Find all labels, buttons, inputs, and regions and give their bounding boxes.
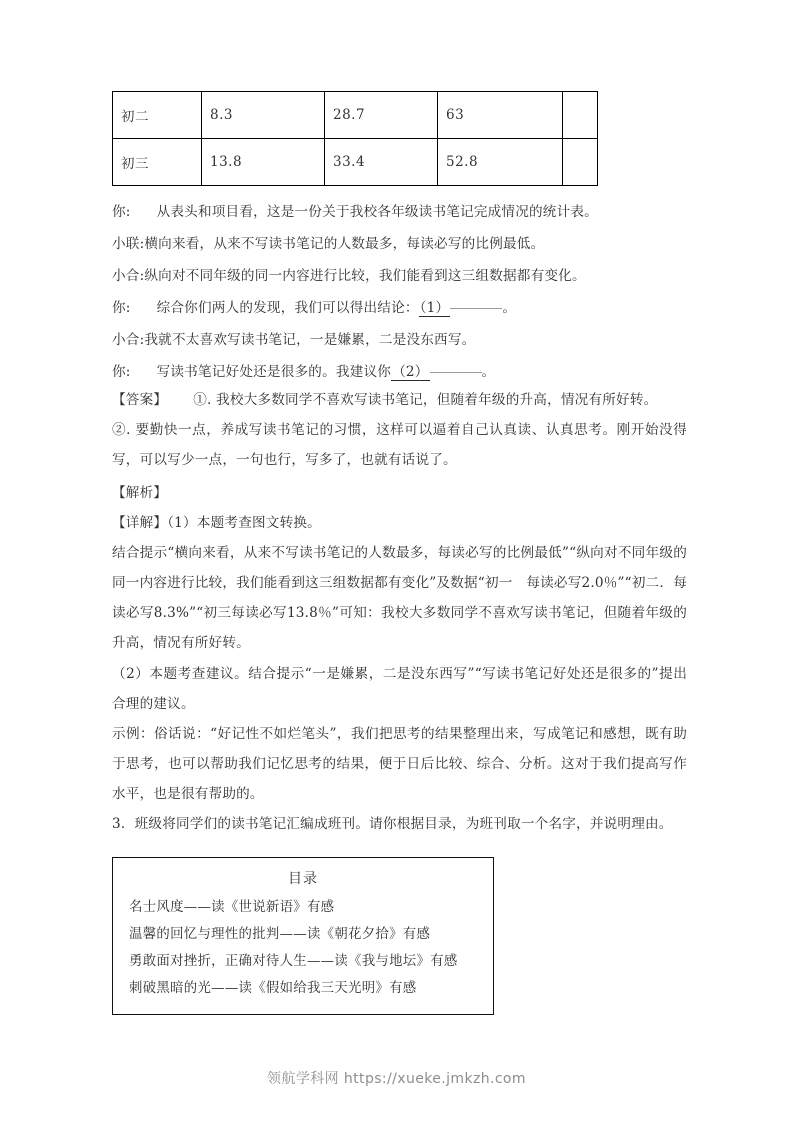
analysis-para-1-text: 结合提示“横向来看，从来不写读书笔记的人数最多，每读必写的比例最低”“纵向对不同年级的同一内容进行比较，我们能看到这三组数据都有变化”及数据“初一 每读必写2.0％”“初二．每读必写8.3%”“初三每读必写13.8％”可知：我校大多数同学不喜欢写读书笔记，但随着年级的升高，情况有所好转。 xyxy=(112,545,687,651)
answer-blank-line-1 xyxy=(450,308,502,309)
question-3 xyxy=(112,809,687,839)
analysis-heading: 【解析】 xyxy=(112,485,168,501)
answer-blank-label-1: （1） xyxy=(419,300,450,316)
dialogue-line-6 xyxy=(112,357,687,387)
dialogue-tail: 。 xyxy=(481,364,496,380)
dialogue-speaker: 小联: xyxy=(112,236,145,252)
catalogue-box xyxy=(112,857,494,1015)
table-cell-value: 13.8 xyxy=(202,139,325,186)
list-item: 温馨的回忆与理性的批判——读《朝花夕拾》有感 xyxy=(129,927,431,942)
answer-blank-label-2: （2） xyxy=(392,364,429,380)
answer-item-2: ②. 要勤快一点，养成写读书笔记的习惯，这样可以逼着自己认真读、认真思考。刚开始没得写，可以写少一点，一句也行，写多了，也就有话说了。 xyxy=(112,422,687,468)
analysis-paragraph-1 xyxy=(112,538,687,658)
dialogue-line-1 xyxy=(112,197,687,227)
dialogue-text: 写读书笔记好处还是很多的。我建议你 xyxy=(156,364,392,380)
list-item: 刺破黑暗的光——读《假如给我三天光明》有感 xyxy=(129,981,417,996)
table-cell-value: 28.7 xyxy=(325,92,438,139)
analysis-paragraph-2 xyxy=(112,659,687,719)
analysis-para-3-text: 示例：俗话说：“好记性不如烂笔头”，我们把思考的结果整理出来，写成笔记和感想，既有助于思考，也可以帮助我们记忆思考的结果，便于日后比较、综合、分析。这对于我们提高写作水平，也是很有帮助的。 xyxy=(112,726,687,802)
grade-statistics-table xyxy=(112,91,598,186)
dialogue-text: 从表头和项目看，这是一份关于我校各年级读书笔记完成情况的统计表。 xyxy=(156,204,598,220)
table-cell-grade: 初三 xyxy=(113,139,202,186)
dialogue-text: 我就不太喜欢写读书笔记，一是嫌累，二是没东西写。 xyxy=(144,332,476,348)
answer-block xyxy=(112,385,687,475)
table-cell-value: 8.3 xyxy=(202,92,325,139)
list-item: 勇敢面对挫折，正确对待人生——读《我与地坛》有感 xyxy=(129,954,458,969)
dialogue-line-4 xyxy=(112,293,687,323)
analysis-paragraph-3 xyxy=(112,719,687,809)
table-cell-value: 63 xyxy=(438,92,563,139)
table-cell-grade: 初二 xyxy=(113,92,202,139)
answer-item-1: ①. 我校大多数同学不喜欢写读书笔记，但随着年级的升高，情况有所好转。 xyxy=(193,392,658,408)
table-body xyxy=(113,92,598,186)
footer-watermark: 领航学科网 https://xueke.jmkzh.com xyxy=(267,1071,526,1087)
dialogue-speaker: 小合: xyxy=(112,268,145,284)
table-cell-value: 33.4 xyxy=(325,139,438,186)
dialogue-speaker: 你: xyxy=(112,300,131,316)
dialogue-line-5 xyxy=(112,325,687,355)
dialogue-text: 纵向对不同年级的同一内容进行比较，我们能看到这三组数据都有变化。 xyxy=(144,268,586,284)
question-3-text: 3．班级将同学们的读书笔记汇编成班刊。请你根据目录，为班刊取一个名字，并说明理由。 xyxy=(112,816,673,832)
table-cell-empty xyxy=(563,139,598,186)
table-cell-empty xyxy=(563,92,598,139)
dialogue-text: 综合你们两人的发现，我们可以得出结论： xyxy=(156,300,419,316)
answer-blank-line-2 xyxy=(430,372,482,373)
dialogue-line-2 xyxy=(112,229,687,259)
table-row xyxy=(113,139,598,186)
dialogue-tail: 。 xyxy=(502,300,517,316)
dialogue-line-3 xyxy=(112,261,687,291)
list-item: 名士风度——读《世说新语》有感 xyxy=(129,900,335,915)
table-row xyxy=(113,92,598,139)
answer-heading: 【答案】 xyxy=(112,392,168,408)
analysis-detail-heading: 【详解】（1）本题考查图文转换。 xyxy=(112,515,321,531)
dialogue-speaker: 小合: xyxy=(112,332,145,348)
analysis-para-2-text: （2）本题考查建议。结合提示“一是嫌累，二是没东西写”“写读书笔记好处还是很多的”提出合理的建议。 xyxy=(112,666,687,712)
analysis-heading-block xyxy=(112,478,687,538)
dialogue-speaker: 你: xyxy=(112,204,131,220)
catalogue-title: 目录 xyxy=(288,871,318,887)
table-cell-value: 52.8 xyxy=(438,139,563,186)
dialogue-text: 横向来看，从来不写读书笔记的人数最多，每读必写的比例最低。 xyxy=(144,236,545,252)
catalogue-list xyxy=(113,894,493,1002)
dialogue-speaker: 你: xyxy=(112,364,131,380)
